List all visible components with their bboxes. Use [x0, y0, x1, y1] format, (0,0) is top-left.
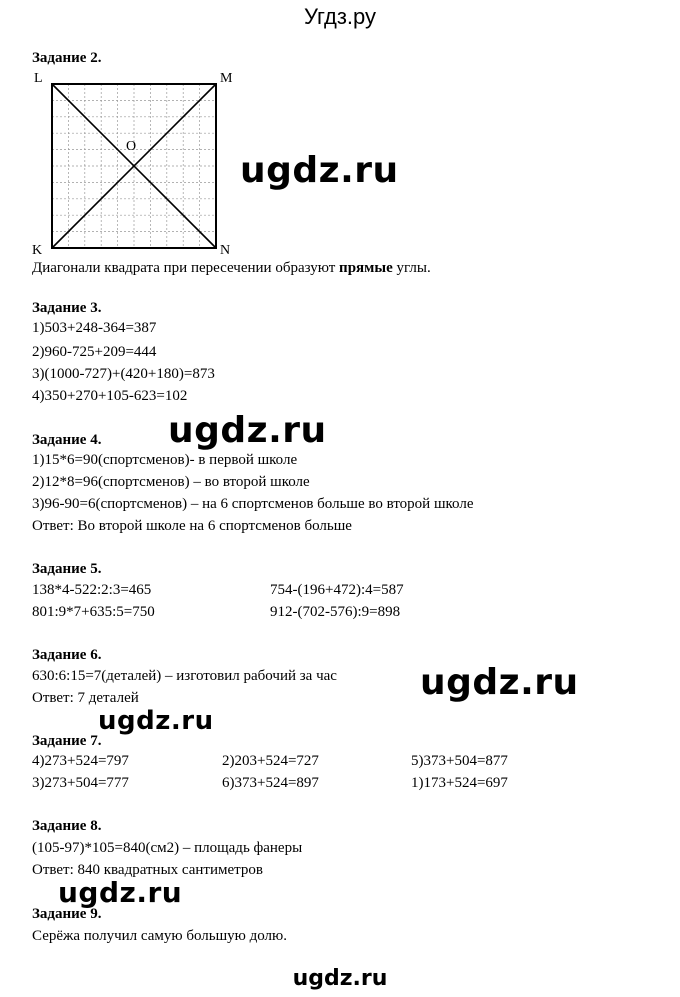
vertex-label-n: N [220, 243, 231, 258]
watermark: ugdz.ru [420, 662, 579, 703]
task7-expression: 4)273+524=797 [32, 753, 129, 769]
task7-expression: 3)273+504=777 [32, 775, 129, 791]
vertex-label-m: M [220, 71, 233, 86]
watermark: ugdz.ru [98, 706, 214, 736]
vertex-label-k: K [32, 243, 43, 258]
task4-line: 2)12*8=96(спортсменов) – во второй школе [32, 474, 310, 490]
vertex-label-l: L [34, 71, 43, 86]
watermark: ugdz.ru [240, 150, 399, 191]
task5-heading: Задание 5. [32, 561, 102, 577]
task3-heading: Задание 3. [32, 300, 102, 316]
task7-expression: 1)173+524=697 [411, 775, 508, 791]
center-label-o: O [126, 139, 137, 154]
task5-expression: 801:9*7+635:5=750 [32, 604, 155, 620]
task8-line: (105-97)*105=840(см2) – площадь фанеры [32, 840, 303, 856]
task5-expression: 138*4-522:2:3=465 [32, 582, 152, 598]
footer-watermark: ugdz.ru [292, 966, 388, 991]
task9-heading: Задание 9. [32, 906, 102, 922]
task3-line: 3)(1000-727)+(420+180)=873 [32, 366, 215, 382]
watermark: ugdz.ru [168, 410, 327, 451]
task6-line: 630:6:15=7(деталей) – изготовил рабочий за час [32, 668, 337, 684]
task7-heading: Задание 7. [32, 733, 102, 749]
task7-expression: 2)203+524=727 [222, 753, 319, 769]
task6-line: Ответ: 7 деталей [32, 690, 139, 706]
task2-answer-text: Диагонали квадрата при пересечении образуют прямые углы. [32, 260, 431, 276]
task7-expression: 5)373+504=877 [411, 753, 508, 769]
watermark: ugdz.ru [58, 876, 183, 909]
task5-expression: 754-(196+472):4=587 [270, 582, 404, 598]
square-diagram [30, 68, 248, 258]
task8-line: Ответ: 840 квадратных сантиметров [32, 862, 263, 878]
task6-heading: Задание 6. [32, 647, 102, 663]
task4-heading: Задание 4. [32, 432, 102, 448]
task8-heading: Задание 8. [32, 818, 102, 834]
site-title: Угдз.ру [303, 4, 377, 29]
task3-line: 2)960-725+209=444 [32, 344, 157, 360]
task3-line: 4)350+270+105-623=102 [32, 388, 188, 404]
task4-line: 1)15*6=90(спортсменов)- в первой школе [32, 452, 298, 468]
task4-line: 3)96-90=6(спортсменов) – на 6 спортсменов больше во второй школе [32, 496, 474, 512]
task5-expression: 912-(702-576):9=898 [270, 604, 401, 620]
task2-heading: Задание 2. [32, 50, 102, 66]
task4-line: Ответ: Во второй школе на 6 спортсменов больше [32, 518, 352, 534]
task7-expression: 6)373+524=897 [222, 775, 319, 791]
task9-line: Серёжа получил самую большую долю. [32, 928, 287, 944]
task3-line: 1)503+248-364=387 [32, 320, 157, 336]
